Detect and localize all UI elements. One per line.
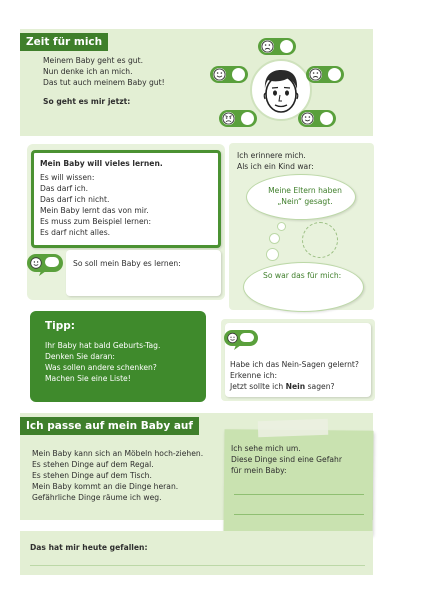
tip-title: Tipp:: [45, 320, 75, 332]
happy-face-icon: [213, 68, 226, 81]
section-title-passe-auf: Ich passe auf mein Baby auf: [20, 417, 199, 435]
intro-line: Nun denke ich an mich.: [43, 67, 133, 76]
tip-text-block: [45, 340, 160, 384]
speech-bubble-icon: [27, 254, 65, 276]
mood-prompt: So geht es mir jetzt:: [43, 97, 131, 106]
intro-text-block: [43, 55, 213, 88]
safety-text-block: [32, 448, 222, 503]
sad-face-icon: [261, 40, 274, 53]
learn-line: Mein Baby lernt das von mir.: [40, 206, 149, 215]
mood-option-unhappy[interactable]: [306, 66, 344, 83]
note-line: für mein Baby:: [231, 466, 287, 475]
intro-line: Meinem Baby geht es gut.: [43, 56, 143, 65]
today-feedback-box: [20, 531, 373, 575]
speech-bubble-icon: [224, 330, 260, 350]
thought-dot: [266, 248, 279, 261]
thought-dot: [277, 222, 286, 231]
thought-dot: [269, 233, 280, 244]
unhappy-face-icon: [309, 68, 322, 81]
safety-line: Es stehen Dinge auf dem Tisch.: [32, 471, 152, 480]
remember-line: Als ich ein Kind war:: [237, 162, 314, 171]
learn-line: Es will wissen:: [40, 173, 95, 182]
tape-strip: [258, 419, 329, 437]
tip-line: Was sollen andere schenken?: [45, 363, 157, 372]
learn-line: Das darf ich nicht.: [40, 195, 110, 204]
learn-answer-card[interactable]: [66, 250, 221, 296]
safety-line: Gefährliche Dinge räume ich weg.: [32, 493, 162, 502]
learn-line: Es darf nicht alles.: [40, 228, 111, 237]
tip-line: Denken Sie daran:: [45, 352, 115, 361]
tip-line: Ihr Baby hat bald Geburts-Tag.: [45, 341, 161, 350]
mood-option-happy[interactable]: [210, 66, 248, 83]
smile-face-icon: [301, 112, 314, 125]
learn-line: Das darf ich.: [40, 184, 89, 193]
angry-face-icon: [222, 112, 235, 125]
intro-line: Das tut auch meinem Baby gut!: [43, 78, 165, 87]
note-writing-line[interactable]: [234, 514, 364, 515]
safety-line: Es stehen Dinge auf dem Regal.: [32, 460, 154, 469]
note-text-block: [231, 443, 371, 476]
note-line: Ich sehe mich um.: [231, 444, 301, 453]
thought-bubble-answer-text: So war das für mich:: [263, 271, 342, 280]
today-writing-line[interactable]: [30, 565, 365, 566]
mood-option-smile[interactable]: [298, 110, 336, 127]
learn-text-block: [40, 172, 215, 238]
mood-option-sad[interactable]: [258, 38, 296, 55]
mood-option-angry[interactable]: [219, 110, 257, 127]
nein-text-block: [230, 359, 370, 392]
tip-line: Machen Sie eine Liste!: [45, 374, 131, 383]
thought-bubble-parents-text: Meine Eltern haben „Nein“ gesagt.: [268, 186, 342, 206]
learn-title: Mein Baby will vieles lernen.: [40, 159, 163, 168]
safety-line: Mein Baby kommt an die Dinge heran.: [32, 482, 179, 491]
learn-line: Es muss zum Beispiel lernen:: [40, 217, 152, 226]
remember-line: Ich erinnere mich.: [237, 151, 306, 160]
nein-line: Jetzt sollte ich Nein sagen?: [230, 382, 335, 391]
today-label: Das hat mir heute gefallen:: [30, 543, 148, 552]
section-title-zeit: Zeit für mich: [20, 33, 108, 51]
note-line: Diese Dinge sind eine Gefahr: [231, 455, 342, 464]
note-writing-line[interactable]: [234, 494, 364, 495]
empty-thought-circle: [302, 222, 338, 258]
nein-line: Habe ich das Nein-Sagen gelernt?: [230, 360, 359, 369]
safety-line: Mein Baby kann sich an Möbeln hoch-ziehen.: [32, 449, 204, 458]
learn-prompt: So soll mein Baby es lernen:: [73, 259, 181, 268]
nein-line: Erkenne ich:: [230, 371, 278, 380]
remember-text-block: [237, 150, 314, 172]
